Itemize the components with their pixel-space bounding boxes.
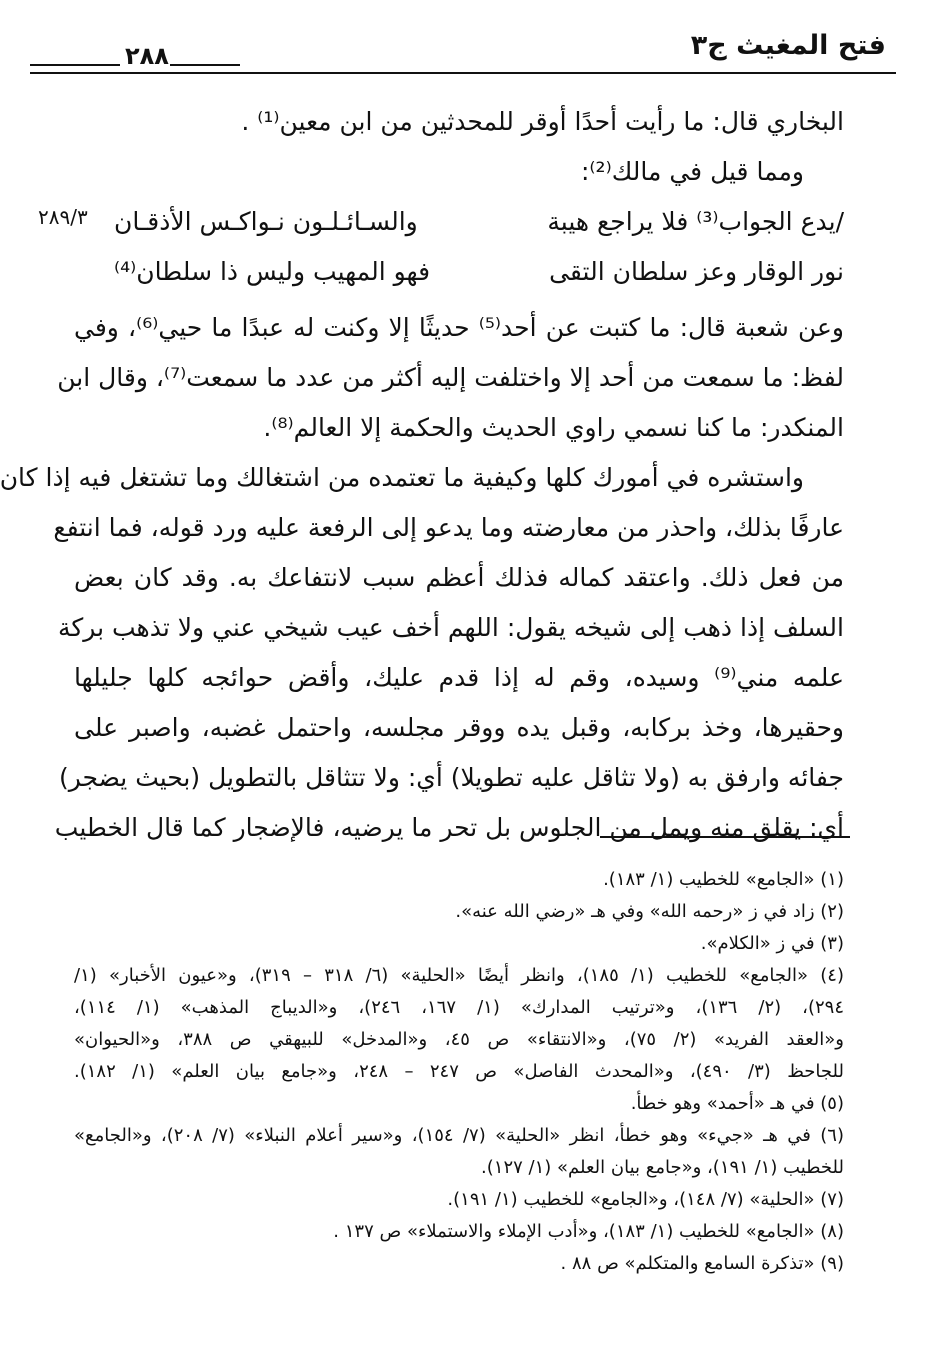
footnote: (٧) «الحلية» (٧/ ١٤٨)، و«الجامع» للخطيب (١/ ١٩١). — [447, 1189, 844, 1210]
page-number-block — [30, 42, 240, 72]
body-line: السلف إذا ذهب إلى شيخه يقول: اللهم أخف عيب شيخي عني ولا تذهب بركة — [57, 613, 844, 642]
body-line: لفظ: ما سمعت من أحد إلا واختلفت إليه أكثر من عدد ما سمعت⁽⁷⁾، وقال ابن — [57, 363, 844, 392]
header-dash-right — [170, 64, 240, 66]
body-line: وعن شعبة قال: ما كتبت عن أحد⁽⁵⁾ حديثًا إلا وكنت له عبدًا ما حيي⁽⁶⁾، وفي — [74, 313, 844, 342]
body-line-1: البخاري قال: ما رأيت أحدًا أوقر للمحدثين من ابن معين⁽¹⁾ . — [241, 107, 844, 136]
footnote-continuation: للخطيب (١/ ١٩١)، و«جامع بيان العلم» (١/ ١٢٧). — [481, 1157, 844, 1178]
footnote: (٩) «تذكرة السامع والمتكلم» ص ٨٨ . — [560, 1253, 844, 1274]
footnote: (٥) في هـ «أحمد» وهو خطأ. — [630, 1093, 844, 1114]
poem-hemistich-left: والسـائـلـون نـواكـس الأذقـان — [114, 207, 418, 236]
poem-hemistich-right: نور الوقار وعز سلطان التقى — [549, 257, 844, 286]
footnote: (٣) في ز «الكلام». — [700, 933, 844, 954]
body-line: أي: يقلق منه ويمل من الجلوس بل تحر ما يرضيه، فالإضجار كما قال الخطيب — [54, 813, 844, 842]
body-line-2: ومما قيل في مالك⁽²⁾: — [580, 157, 804, 186]
running-title: فتح المغيث ج٣ — [690, 30, 886, 61]
body-line: المنكدر: ما كنا نسمي راوي الحديث والحكمة إلا العالم⁽⁸⁾. — [263, 413, 844, 442]
footnote-continuation: للجاحظ (٣/ ٤٩٠)، و«المحدث الفاصل» ص ٢٤٧ – ٢٤٨، و«جامع بيان العلم» (١/ ١٨٢). — [74, 1061, 844, 1082]
body-line: وحقيرها، وخذ بركابه، وقبل يده ووقر مجلسه، واحتمل غضبه، واصبر على — [74, 713, 844, 742]
body-line: علمه مني⁽⁹⁾ وسيده، وقم له إذا قدم عليك، وأقض حوائجه كلها جليلها — [74, 663, 844, 692]
poem-hemistich-left: فهو المهيب وليس ذا سلطان⁽⁴⁾ — [114, 257, 431, 286]
footnote-continuation: ٢٩٤)، (٢/ ١٣٦)، و«ترتيب المدارك» (١/ ١٦٧، ٢٤٦)، و«الديباج المذهب» (١/ ١١٤)، — [74, 997, 844, 1018]
footnote: (١) «الجامع» للخطيب (١/ ١٨٣). — [603, 869, 844, 890]
body-line: من فعل ذلك. واعتقد كماله فذلك أعظم سبب لانتفاعك به. وقد كان بعض — [74, 563, 844, 592]
body-line: عارفًا بذلك، واحذر من معارضته وما يدعو إلى الرفعة عليه ورد قوله، فما انتفع — [53, 513, 844, 542]
footnote: (٨) «الجامع» للخطيب (١/ ١٨٣)، و«أدب الإملاء والاستملاء» ص ١٣٧ . — [333, 1221, 844, 1242]
header-rule — [30, 72, 896, 74]
footnote-rule — [600, 836, 850, 838]
footnote: (٢) زاد في ز «رحمه الله» وفي هـ «رضي الله عنه». — [455, 901, 844, 922]
body-line: جفائه وارفق به (ولا تثاقل عليه تطويلا) أي: ولا تتثاقل بالتطويل (بحيث يضجر) — [58, 763, 844, 792]
body-line: واستشره في أمورك كلها وكيفية ما تعتمده من اشتغالك وما تشتغل فيه إذا كان — [0, 463, 804, 492]
footnote: (٦) في هـ «جيء» وهو خطأ، انظر «الحلية» (٧/ ١٥٤)، و«سير أعلام النبلاء» (٧/ ٢٠٨)، و«الجامع» — [74, 1125, 844, 1146]
poem-verse-1 — [114, 200, 844, 246]
margin-reference: ٢٨٩/٣ — [38, 205, 88, 229]
poem-verse-2 — [114, 250, 844, 296]
poem-hemistich-right: /يدع الجواب⁽³⁾ فلا يراجع هيبة — [547, 207, 844, 236]
footnote: (٤) «الجامع» للخطيب (١/ ١٨٥)، وانظر أيضًا «الحلية» (٦/ ٣١٨ – ٣١٩)، و«عيون الأخبار» (١/ — [74, 965, 844, 986]
page-number: ٢٨٨ — [125, 42, 169, 70]
header-dash-left — [30, 64, 120, 66]
footnote-continuation: و«العقد الفريد» (٢/ ٧٥)، و«الانتقاء» ص ٤٥، و«المدخل» للبيهقي ص ٣٨٨، و«الحيوان» — [74, 1029, 844, 1050]
